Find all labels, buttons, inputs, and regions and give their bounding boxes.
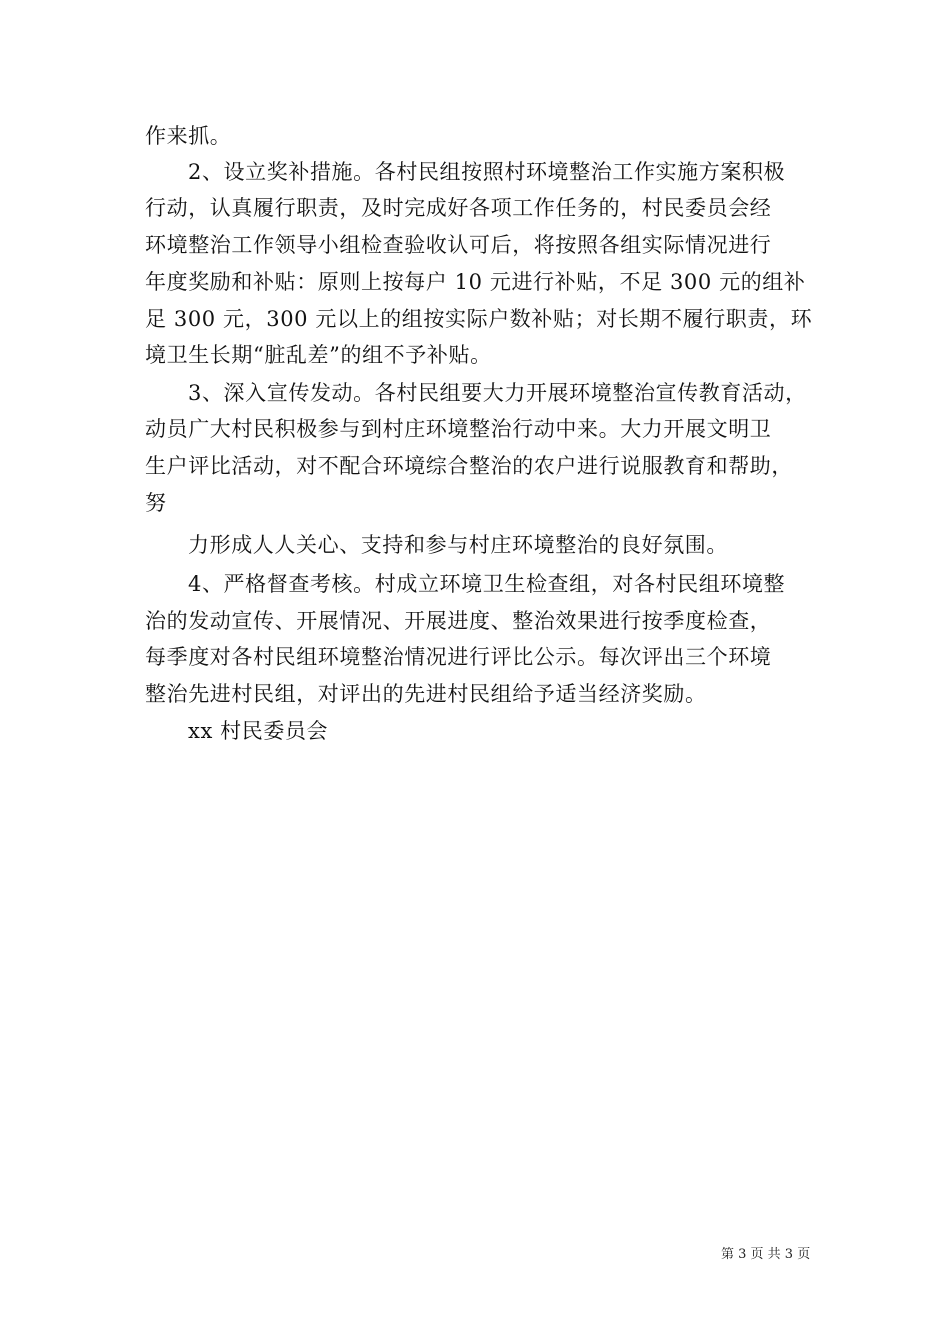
text-line: 足 300 元，300 元以上的组按实际户数补贴；对长期不履行职责，环 [145, 307, 813, 331]
text-line: 行动，认真履行职责，及时完成好各项工作任务的，村民委员会经 [145, 196, 772, 220]
signature-line: xx 村民委员会 [188, 719, 329, 743]
text-line: 治的发动宣传、开展情况、开展进度、整治效果进行按季度检查， [145, 609, 772, 633]
text-line: 动员广大村民积极参与到村庄环境整治行动中来。大力开展文明卫 [145, 417, 772, 441]
text-line: 每季度对各村民组环境整治情况进行评比公示。每次评出三个环境 [145, 645, 772, 669]
paragraph-3-heading-line: 3、深入宣传发动。各村民组要大力开展环境整治宣传教育活动， [188, 381, 807, 405]
text-line: 努 [145, 491, 167, 515]
paragraph-4-heading-line: 4、严格督查考核。村成立环境卫生检查组，对各村民组环境整 [188, 572, 786, 596]
paragraph-2-heading-line: 2、设立奖补措施。各村民组按照村环境整治工作实施方案积极 [188, 160, 786, 184]
text-line: 生户评比活动，对不配合环境综合整治的农户进行说服教育和帮助， [145, 454, 793, 478]
text-line: 境卫生长期“脏乱差”的组不予补贴。 [145, 343, 492, 367]
text-line: 力形成人人关心、支持和参与村庄环境整治的良好氛围。 [188, 533, 728, 557]
text-line: 年度奖励和补贴：原则上按每户 10 元进行补贴，不足 300 元的组补 [145, 270, 806, 294]
text-line: 整治先进村民组，对评出的先进村民组给予适当经济奖励。 [145, 682, 707, 706]
text-line: 作来抓。 [145, 124, 232, 148]
page-number-footer: 第 3 页 共 3 页 [721, 1247, 811, 1262]
text-line: 环境整治工作领导小组检查验收认可后，将按照各组实际情况进行 [145, 233, 772, 257]
